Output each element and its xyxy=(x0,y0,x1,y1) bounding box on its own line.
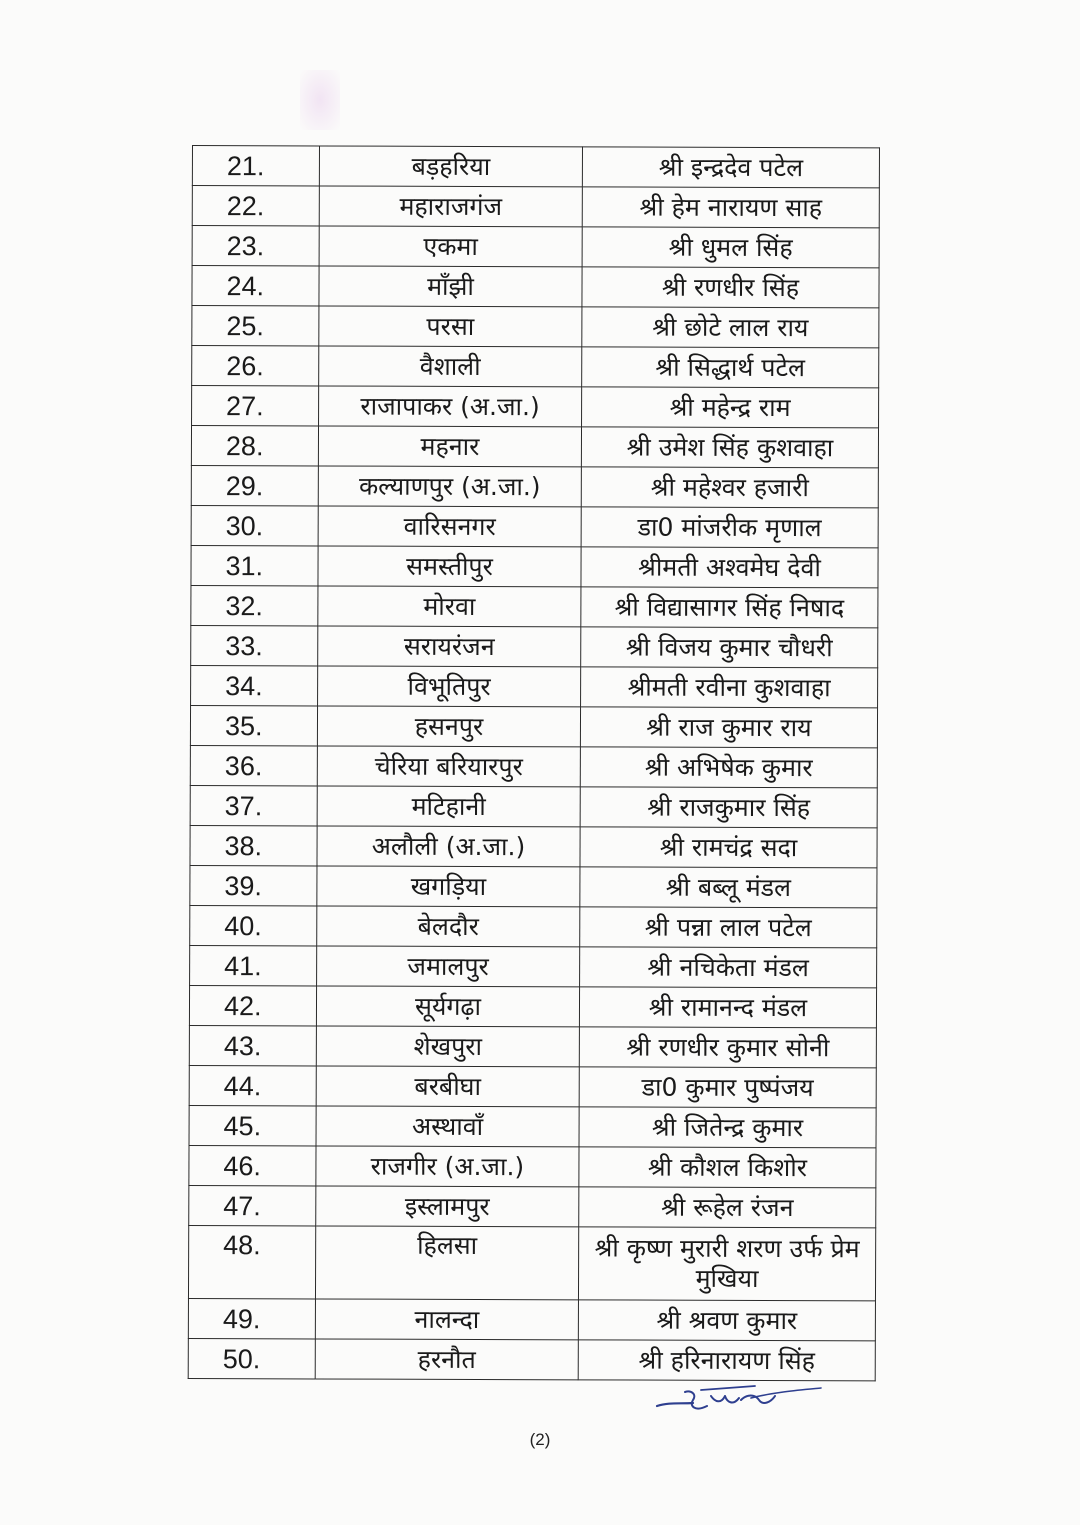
candidate-name: श्री विजय कुमार चौधरी xyxy=(581,627,878,668)
constituency-name: मटिहानी xyxy=(317,786,580,827)
table-row xyxy=(189,985,876,1027)
candidate-name: श्री हरिनारायण सिंह xyxy=(578,1340,875,1381)
table-row xyxy=(192,146,879,188)
serial-number: 31. xyxy=(191,545,318,585)
ink-smudge xyxy=(300,70,340,130)
serial-number: 35. xyxy=(190,705,317,745)
table-row xyxy=(191,545,878,587)
serial-number: 46. xyxy=(189,1145,316,1185)
table-row xyxy=(190,705,877,747)
constituency-name: इस्लामपुर xyxy=(316,1186,579,1227)
signature-image xyxy=(655,1382,825,1422)
table-row xyxy=(192,386,879,428)
constituency-name: महनार xyxy=(318,426,581,467)
candidate-name: श्री रामानन्द मंडल xyxy=(579,987,876,1028)
constituency-name: नालन्दा xyxy=(315,1299,578,1340)
candidate-name: श्री कृष्ण मुरारी शरण उर्फ प्रेम मुखिया xyxy=(578,1227,875,1301)
constituency-name: चेरिया बरियारपुर xyxy=(317,746,580,787)
serial-number: 48. xyxy=(188,1225,315,1298)
candidate-name: श्री छोटे लाल राय xyxy=(582,307,879,348)
serial-number: 24. xyxy=(192,266,319,306)
serial-number: 23. xyxy=(192,226,319,266)
constituency-name: कल्याणपुर (अ.जा.) xyxy=(318,466,581,507)
serial-number: 43. xyxy=(189,1025,316,1065)
candidate-name: श्री महेन्द्र राम xyxy=(582,387,879,428)
serial-number: 21. xyxy=(192,146,319,186)
candidate-name: श्री श्रवण कुमार xyxy=(578,1300,875,1341)
serial-number: 28. xyxy=(191,426,318,466)
table-row xyxy=(191,505,878,547)
table-row xyxy=(191,625,878,667)
candidate-name: श्री धुमल सिंह xyxy=(582,227,879,268)
constituency-name: परसा xyxy=(319,306,582,347)
serial-number: 32. xyxy=(191,585,318,625)
table-row xyxy=(189,1025,876,1067)
table-row xyxy=(188,1225,875,1300)
candidate-name: श्री महेश्वर हजारी xyxy=(581,467,878,508)
candidate-name: श्री जितेन्द्र कुमार xyxy=(579,1107,876,1148)
candidate-name: श्री सिद्धार्थ पटेल xyxy=(582,347,879,388)
candidate-name: श्री विद्यासागर सिंह निषाद xyxy=(581,587,878,628)
constituency-name: महाराजगंज xyxy=(319,186,582,227)
serial-number: 38. xyxy=(190,825,317,865)
constituency-name: माँझी xyxy=(319,266,582,307)
candidate-name: श्री रामचंद्र सदा xyxy=(580,827,877,868)
constituency-name: बरबीघा xyxy=(316,1066,579,1107)
constituency-name: हरनौत xyxy=(315,1339,578,1380)
candidate-name: श्रीमती अश्वमेघ देवी xyxy=(581,547,878,588)
table-row xyxy=(192,346,879,388)
constituency-name: अस्थावाँ xyxy=(316,1106,579,1147)
constituency-name: वैशाली xyxy=(319,346,582,387)
serial-number: 34. xyxy=(191,665,318,705)
serial-number: 22. xyxy=(192,186,319,226)
constituency-name: बड़हरिया xyxy=(319,146,582,187)
candidate-name: श्री रणधीर सिंह xyxy=(582,267,879,308)
constituency-name: हिलसा xyxy=(315,1226,578,1300)
table-row xyxy=(192,226,879,268)
serial-number: 39. xyxy=(190,865,317,905)
constituency-name: खगड़िया xyxy=(317,866,580,907)
candidate-name: श्री पन्ना लाल पटेल xyxy=(580,907,877,948)
candidate-table xyxy=(188,145,880,1381)
serial-number: 30. xyxy=(191,505,318,545)
table-row xyxy=(190,865,877,907)
candidate-name: श्रीमती रवीना कुशवाहा xyxy=(581,667,878,708)
serial-number: 33. xyxy=(191,625,318,665)
table-row xyxy=(192,186,879,228)
candidate-name: श्री बब्लू मंडल xyxy=(580,867,877,908)
serial-number: 37. xyxy=(190,785,317,825)
constituency-name: अलौली (अ.जा.) xyxy=(317,826,580,867)
table-row xyxy=(190,745,877,787)
serial-number: 40. xyxy=(190,905,317,945)
table-row xyxy=(191,585,878,627)
serial-number: 45. xyxy=(189,1105,316,1145)
candidate-name: श्री नचिकेता मंडल xyxy=(580,947,877,988)
table-row xyxy=(190,785,877,827)
constituency-name: सूर्यगढ़ा xyxy=(316,986,579,1027)
candidate-name: श्री हेम नारायण साह xyxy=(582,187,879,228)
candidate-name: श्री अभिषेक कुमार xyxy=(580,747,877,788)
serial-number: 27. xyxy=(192,386,319,426)
candidate-name: श्री राजकुमार सिंह xyxy=(580,787,877,828)
constituency-name: राजगीर (अ.जा.) xyxy=(316,1146,579,1187)
constituency-name: वारिसनगर xyxy=(318,506,581,547)
table-row xyxy=(188,1298,875,1340)
table-row xyxy=(191,426,878,468)
serial-number: 41. xyxy=(190,945,317,985)
candidate-name: श्री रूहेल रंजन xyxy=(579,1187,876,1228)
candidate-name: डा0 मांजरीक मृणाल xyxy=(581,507,878,548)
candidate-name: श्री उमेश सिंह कुशवाहा xyxy=(581,427,878,468)
table-row xyxy=(190,945,877,987)
constituency-name: सरायरंजन xyxy=(318,626,581,667)
serial-number: 29. xyxy=(191,465,318,505)
candidate-name: श्री रणधीर कुमार सोनी xyxy=(579,1027,876,1068)
serial-number: 47. xyxy=(189,1185,316,1225)
serial-number: 44. xyxy=(189,1065,316,1105)
serial-number: 25. xyxy=(192,306,319,346)
constituency-name: बेलदौर xyxy=(317,906,580,947)
table-row xyxy=(191,665,878,707)
table-row xyxy=(190,825,877,867)
table-row xyxy=(190,905,877,947)
table-row xyxy=(192,266,879,308)
table-row xyxy=(191,465,878,507)
serial-number: 42. xyxy=(189,985,316,1025)
constituency-name: हसनपुर xyxy=(317,706,580,747)
serial-number: 36. xyxy=(190,745,317,785)
table-row xyxy=(189,1105,876,1147)
constituency-name: शेखपुरा xyxy=(316,1026,579,1067)
constituency-name: जमालपुर xyxy=(317,946,580,987)
constituency-name: मोरवा xyxy=(318,586,581,627)
serial-number: 50. xyxy=(188,1338,315,1378)
serial-number: 49. xyxy=(188,1298,315,1338)
candidate-table-body xyxy=(188,146,879,1381)
candidate-name: श्री इन्द्रदेव पटेल xyxy=(582,147,879,188)
candidate-name: श्री कौशल किशोर xyxy=(579,1147,876,1188)
constituency-name: राजापाकर (अ.जा.) xyxy=(319,386,582,427)
constituency-name: विभूतिपुर xyxy=(318,666,581,707)
table-row xyxy=(189,1145,876,1187)
table-row xyxy=(189,1185,876,1227)
table-row xyxy=(189,1065,876,1107)
candidate-name: श्री राज कुमार राय xyxy=(580,707,877,748)
serial-number: 26. xyxy=(192,346,319,386)
table-row xyxy=(188,1338,875,1380)
table-row xyxy=(192,306,879,348)
constituency-name: एकमा xyxy=(319,226,582,267)
page-number: (2) xyxy=(529,1430,551,1449)
candidate-name: डा0 कुमार पुष्पंजय xyxy=(579,1067,876,1108)
constituency-name: समस्तीपुर xyxy=(318,546,581,587)
